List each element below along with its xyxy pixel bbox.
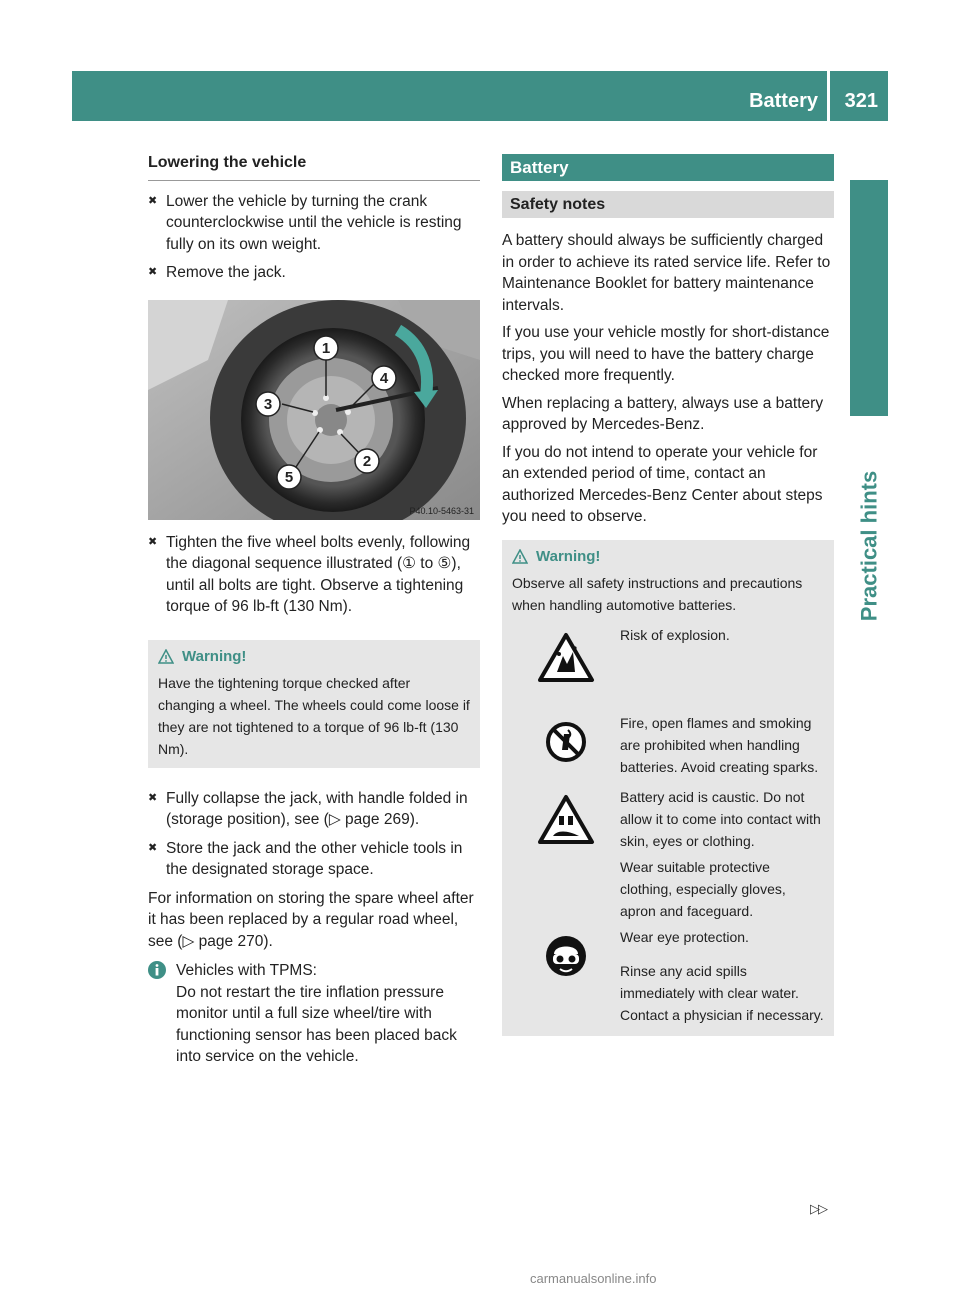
wheel-illustration — [148, 300, 480, 520]
warning-header — [158, 646, 470, 668]
battery-paragraph-3: When replacing a battery, always use a battery approved by Mercedes-Benz. — [502, 394, 824, 433]
page-header — [72, 71, 888, 121]
callout-4: 4 — [379, 369, 389, 387]
step-marker-icon: ✖ — [148, 841, 158, 854]
warning-title: Warning! — [182, 647, 247, 665]
step-marker-icon: ✖ — [148, 266, 158, 278]
symbol-text: Risk of explosion. — [620, 626, 730, 643]
info-title: Vehicles with TPMS: — [176, 962, 317, 979]
step-store-jack — [148, 838, 480, 881]
safety-notes-heading: Safety notes — [502, 191, 834, 218]
continue-marker: ▷▷ — [810, 1201, 826, 1216]
warning-triangle-icon — [158, 649, 174, 665]
warning-intro: Observe all safety instructions and precautions when handling automotive batteries. — [512, 574, 803, 613]
info-text: Do not restart the tire inflation pressure monitor until a full size wheel/tire with functioning sensor has been placed back into service on the vehicle. — [176, 983, 457, 1065]
symbol-text: Battery acid is caustic. Do not allow it to come into contact with skin, eyes or clothing. — [620, 788, 821, 849]
step-text: Tighten the five wheel bolts evenly, following the diagonal sequence illustrated (① to ⑤), until all bolts are tight. Observe a tightening torque of 96 lb-ft (130 Nm). — [166, 533, 471, 615]
step-text: Remove the jack. — [166, 264, 286, 281]
symbol-text: Wear suitable protective clothing, especially gloves, apron and faceguard. — [620, 858, 786, 919]
step-text: Store the jack and the other vehicle tools in the designated storage space. — [166, 839, 463, 878]
symbol-text: Rinse any acid spills immediately with clear water. Contact a physician if necessary. — [620, 962, 824, 1023]
step-marker-icon: ✖ — [148, 194, 158, 207]
explosion-warning-icon — [537, 632, 595, 684]
wheel-bolt-figure — [148, 300, 480, 520]
figure-code: P40.10-5463-31 — [409, 505, 474, 516]
step-text: Lower the vehicle by turning the crank counterclockwise until the vehicle is resting fully on its own weight. — [166, 192, 462, 253]
symbol-row-explosion — [512, 624, 824, 684]
symbol-row-no-fire — [512, 712, 824, 778]
symbol-row-protective-clothing — [512, 856, 824, 922]
battery-paragraph-1: A battery should always be sufficiently charged in order to achieve its rated service life. Refer to Maintenance Booklet for battery maintenance intervals. — [502, 232, 831, 314]
side-tab-label — [850, 426, 888, 666]
section-title: Battery — [749, 90, 818, 112]
spare-wheel-paragraph: For information on storing the spare wheel after it has been replaced by a regular road wheel, see (▷ page 270). — [148, 889, 474, 950]
no-fire-icon — [544, 720, 588, 764]
step-marker-icon: ✖ — [148, 535, 158, 548]
callout-1: 1 — [321, 339, 331, 357]
callout-3: 3 — [263, 395, 273, 413]
warning-triangle-icon — [512, 549, 528, 565]
left-column — [148, 152, 480, 1068]
battery-paragraph-2: If you use your vehicle mostly for short-distance trips, you will need to have the battery charge checked more frequently. — [502, 324, 830, 384]
step-text: Fully collapse the jack, with handle folded in (storage position), see (▷ page 269). — [166, 789, 468, 828]
battery-paragraph-4: If you do not intend to operate your vehicle for an extended period of time, contact an authorized Mercedes-Benz Center about steps you need to observe. — [502, 443, 823, 525]
warning-title: Warning! — [536, 547, 601, 565]
caustic-warning-icon — [537, 794, 595, 846]
symbol-text: Wear eye protection. — [620, 928, 749, 945]
page-number: 321 — [844, 90, 878, 112]
header-divider — [827, 71, 830, 121]
step-lower — [148, 191, 480, 256]
callout-5: 5 — [284, 468, 294, 486]
warning-text: Have the tightening torque checked after changing a wheel. The wheels could come loose if they are not tightened to a torque of 96 lb-ft (130 Nm). — [158, 674, 470, 757]
side-tab-text: Practical hints — [856, 470, 882, 622]
eye-protection-icon — [544, 934, 588, 978]
battery-heading: Battery — [502, 154, 834, 181]
torque-warning-box — [148, 640, 480, 768]
step-remove-jack — [148, 262, 480, 284]
callout-2: 2 — [362, 452, 372, 470]
battery-warning-box — [502, 540, 834, 1036]
footer-watermark: carmanualsonline.info — [530, 1271, 657, 1286]
lowering-heading: Lowering the vehicle — [148, 152, 480, 181]
step-tighten — [148, 532, 480, 618]
tpms-info-note — [148, 960, 480, 1068]
right-column — [502, 154, 834, 1036]
step-collapse-jack — [148, 788, 480, 831]
info-icon — [148, 961, 166, 979]
symbol-text: Fire, open flames and smoking are prohibited when handling batteries. Avoid creating sparks. — [620, 714, 819, 775]
symbol-row-caustic — [512, 786, 824, 852]
side-tab-block — [850, 180, 888, 416]
warning-header — [512, 546, 824, 568]
step-marker-icon: ✖ — [148, 791, 158, 804]
